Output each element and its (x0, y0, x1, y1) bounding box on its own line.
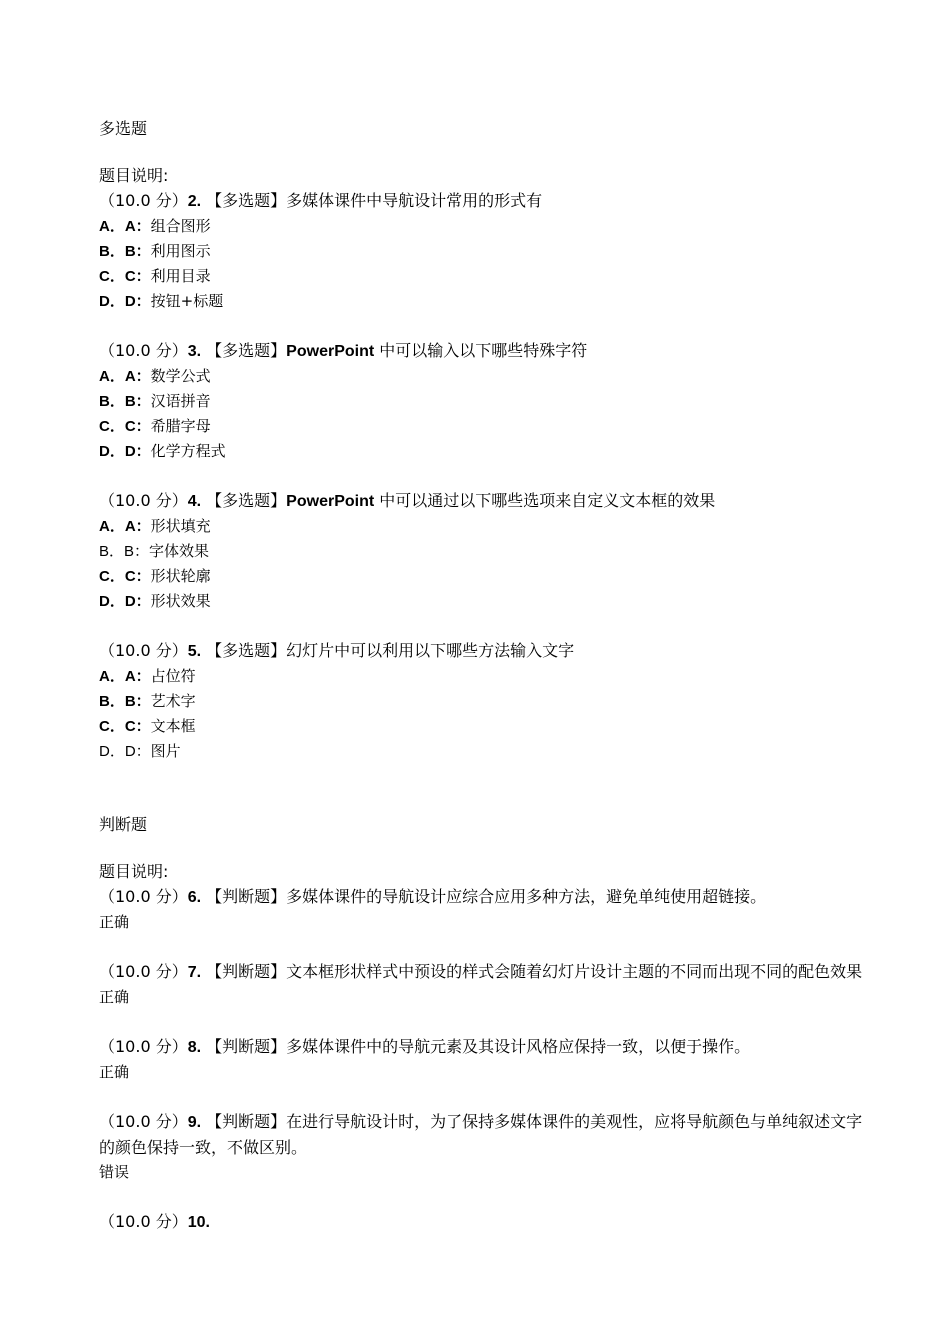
question-stem (99, 188, 869, 214)
question-text: 多媒体课件的导航设计应综合应用多种方法，避免单纯使用超链接。 (286, 887, 767, 906)
section-title: 多选题 (99, 119, 148, 138)
option-text: 形状效果 (150, 592, 211, 610)
option-letter: A．A： (99, 218, 151, 235)
question-2 (99, 188, 869, 314)
question-keyword: PowerPoint (286, 343, 375, 360)
question-stem (99, 1109, 869, 1160)
question-score: （10.0 分） (99, 962, 188, 981)
question-score: （10.0 分） (99, 191, 188, 210)
question-text: 中可以通过以下哪些选项来自定义文本框的效果 (379, 491, 716, 510)
question-stem (99, 338, 869, 364)
option-letter: D．D： (99, 743, 151, 760)
option-letter: C．C： (99, 718, 151, 735)
option-text: 占位符 (150, 667, 196, 685)
option-a (99, 664, 869, 689)
option-a (99, 514, 869, 539)
question-number: 2. (187, 193, 202, 210)
question-7 (99, 959, 869, 1010)
option-letter: C．C： (99, 568, 151, 585)
question-number: 9. (187, 1114, 202, 1131)
question-8 (99, 1034, 869, 1085)
question-number: 5. (187, 643, 202, 660)
question-stem (99, 884, 869, 910)
section-title: 判断题 (99, 815, 148, 834)
option-d (99, 289, 869, 314)
option-letter: B．B： (99, 243, 151, 260)
question-stem (99, 959, 869, 985)
question-score: （10.0 分） (99, 1212, 188, 1231)
option-text: 文本框 (150, 717, 196, 735)
option-text: 组合图形 (150, 217, 211, 235)
option-text: 形状填充 (150, 517, 211, 535)
question-type-tag: 【多选题】 (206, 491, 287, 510)
option-b (99, 539, 869, 564)
question-type-tag: 【判断题】 (206, 1112, 287, 1131)
question-number: 4. (187, 493, 202, 510)
option-letter: C．C： (99, 418, 151, 435)
question-answer: 正确 (99, 913, 130, 931)
option-text: 希腊字母 (150, 417, 211, 435)
question-type-tag: 【判断题】 (206, 887, 287, 906)
question-type-tag: 【判断题】 (206, 962, 287, 981)
section-true-false (99, 812, 869, 1235)
question-score: （10.0 分） (99, 491, 188, 510)
question-number: 10. (187, 1214, 210, 1231)
section-multiple-choice (99, 116, 869, 764)
option-b (99, 689, 869, 714)
option-letter: D．D： (99, 443, 151, 460)
question-3 (99, 338, 869, 464)
question-stem (99, 1034, 869, 1060)
option-letter: A．A： (99, 668, 151, 685)
question-score: （10.0 分） (99, 887, 188, 906)
question-score: （10.0 分） (99, 1112, 188, 1131)
option-letter: D．D： (99, 293, 151, 310)
option-c (99, 414, 869, 439)
question-text: 中可以输入以下哪些特殊字符 (379, 341, 588, 360)
option-letter: B．B： (99, 693, 151, 710)
question-10 (99, 1209, 869, 1235)
option-text: 化学方程式 (150, 442, 226, 460)
option-a (99, 214, 869, 239)
question-text: 多媒体课件中导航设计常用的形式有 (286, 191, 543, 210)
option-a (99, 364, 869, 389)
question-stem (99, 638, 869, 664)
question-4 (99, 488, 869, 614)
question-number: 8. (187, 1039, 202, 1056)
section-description: 题目说明: (99, 862, 169, 881)
question-score: （10.0 分） (99, 641, 188, 660)
option-letter: A．A： (99, 368, 151, 385)
question-type-tag: 【多选题】 (206, 191, 287, 210)
question-keyword: PowerPoint (286, 493, 375, 510)
question-text: 文本框形状样式中预设的样式会随着幻灯片设计主题的不同而出现不同的配色效果 (286, 962, 863, 981)
option-c (99, 714, 869, 739)
question-number: 3. (187, 343, 202, 360)
question-score: （10.0 分） (99, 341, 188, 360)
option-b (99, 239, 869, 264)
option-letter: D．D： (99, 593, 151, 610)
option-letter: C．C： (99, 268, 151, 285)
option-text: 利用图示 (150, 242, 211, 260)
option-text: 图片 (150, 742, 181, 760)
question-score: （10.0 分） (99, 1037, 188, 1056)
option-text: 艺术字 (150, 692, 196, 710)
question-text: 在进行导航设计时，为了保持多媒体课件的美观性，应将导航颜色与单纯叙述文字的颜色保持一致，不做区别。 (99, 1112, 863, 1157)
section-description: 题目说明: (99, 166, 169, 185)
option-letter: B．B： (99, 393, 151, 410)
option-letter: B．B： (99, 543, 150, 560)
question-answer: 错误 (99, 1163, 130, 1181)
option-text: 汉语拼音 (150, 392, 211, 410)
option-text: 按钮+标题 (150, 292, 224, 310)
question-9 (99, 1109, 869, 1185)
option-d (99, 739, 869, 764)
question-number: 7. (187, 964, 202, 981)
question-answer: 正确 (99, 1063, 130, 1081)
option-d (99, 439, 869, 464)
option-c (99, 264, 869, 289)
document-page (99, 116, 869, 1235)
option-b (99, 389, 869, 414)
option-text: 形状轮廓 (150, 567, 211, 585)
option-text: 数学公式 (150, 367, 211, 385)
option-c (99, 564, 869, 589)
option-text: 利用目录 (150, 267, 211, 285)
question-stem (99, 1209, 869, 1235)
question-text: 幻灯片中可以利用以下哪些方法输入文字 (286, 641, 575, 660)
question-6 (99, 884, 869, 935)
question-answer: 正确 (99, 988, 130, 1006)
question-text: 多媒体课件中的导航元素及其设计风格应保持一致，以便于操作。 (286, 1037, 751, 1056)
option-text: 字体效果 (149, 542, 210, 560)
question-type-tag: 【判断题】 (206, 1037, 287, 1056)
question-type-tag: 【多选题】 (206, 641, 287, 660)
question-number: 6. (187, 889, 202, 906)
option-d (99, 589, 869, 614)
question-stem (99, 488, 869, 514)
question-5 (99, 638, 869, 764)
option-letter: A．A： (99, 518, 151, 535)
question-type-tag: 【多选题】 (206, 341, 287, 360)
